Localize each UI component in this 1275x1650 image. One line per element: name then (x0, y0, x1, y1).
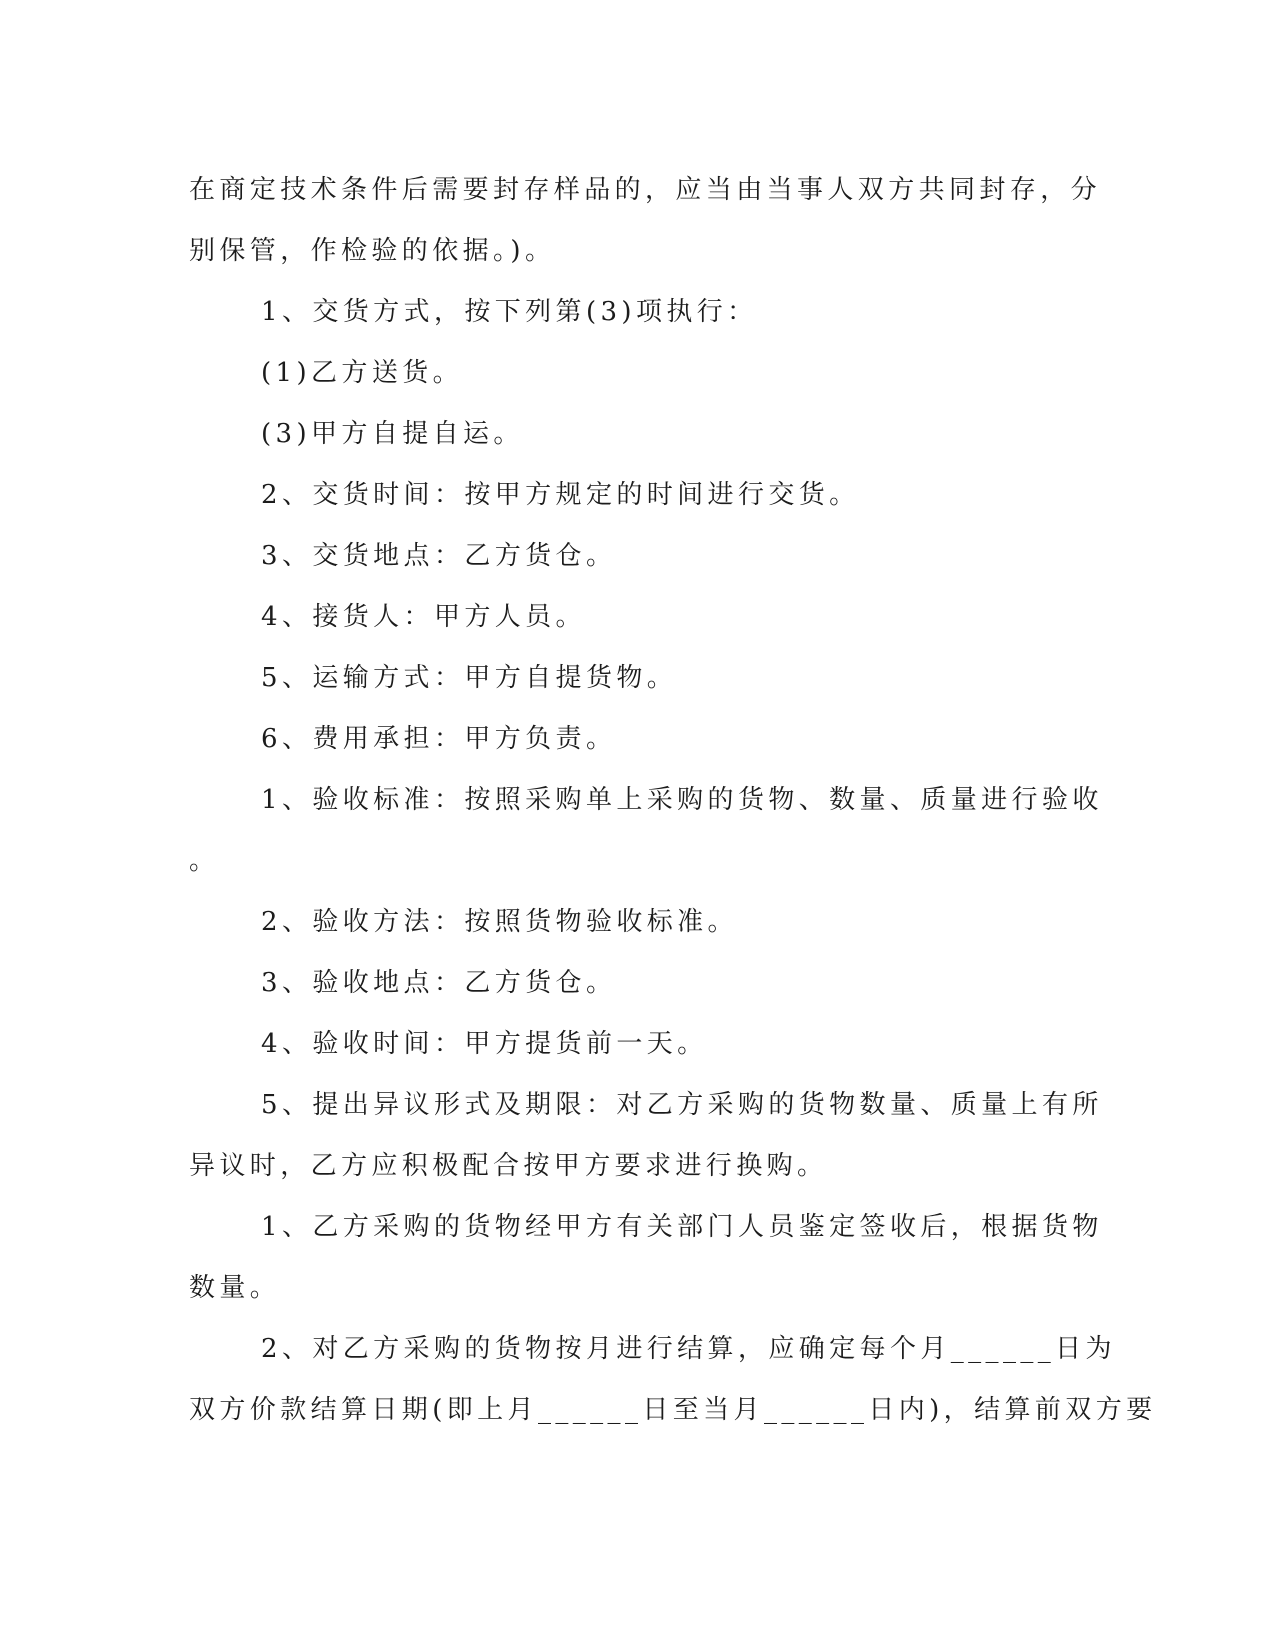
paragraph-line: 2、对乙方采购的货物按月进行结算，应确定每个月______日为 (261, 1334, 1116, 1364)
paragraph-line: 3、验收地点：乙方货仓。 (261, 968, 617, 998)
paragraph-line: 6、费用承担：甲方负责。 (261, 724, 617, 754)
paragraph-line: 在商定技术条件后需要封存样品的，应当由当事人双方共同封存，分 (189, 175, 1102, 205)
paragraph-line: (3)甲方自提自运。 (261, 419, 524, 449)
paragraph-line: 2、验收方法：按照货物验收标准。 (261, 907, 738, 937)
paragraph-line: 4、接货人：甲方人员。 (261, 602, 586, 632)
paragraph-line: (1)乙方送货。 (261, 358, 464, 388)
paragraph-line: 1、验收标准：按照采购单上采购的货物、数量、质量进行验收 (261, 785, 1103, 815)
paragraph-line: 双方价款结算日期(即上月______日至当月______日内)，结算前双方要 (189, 1395, 1157, 1425)
paragraph-line: 异议时，乙方应积极配合按甲方要求进行换购。 (189, 1151, 828, 1181)
paragraph-line: 2、交货时间：按甲方规定的时间进行交货。 (261, 480, 860, 510)
paragraph-line: 别保管，作检验的依据。)。 (189, 236, 556, 266)
paragraph-line: 3、交货地点：乙方货仓。 (261, 541, 617, 571)
paragraph-line: 。 (189, 846, 220, 876)
paragraph-line: 4、验收时间：甲方提货前一天。 (261, 1029, 708, 1059)
paragraph-line: 5、提出异议形式及期限：对乙方采购的货物数量、质量上有所 (261, 1090, 1103, 1120)
paragraph-line: 1、交货方式，按下列第(3)项执行： (261, 297, 758, 327)
paragraph-line: 数量。 (189, 1273, 281, 1303)
paragraph-line: 5、运输方式：甲方自提货物。 (261, 663, 678, 693)
paragraph-line: 1、乙方采购的货物经甲方有关部门人员鉴定签收后，根据货物 (261, 1212, 1103, 1242)
